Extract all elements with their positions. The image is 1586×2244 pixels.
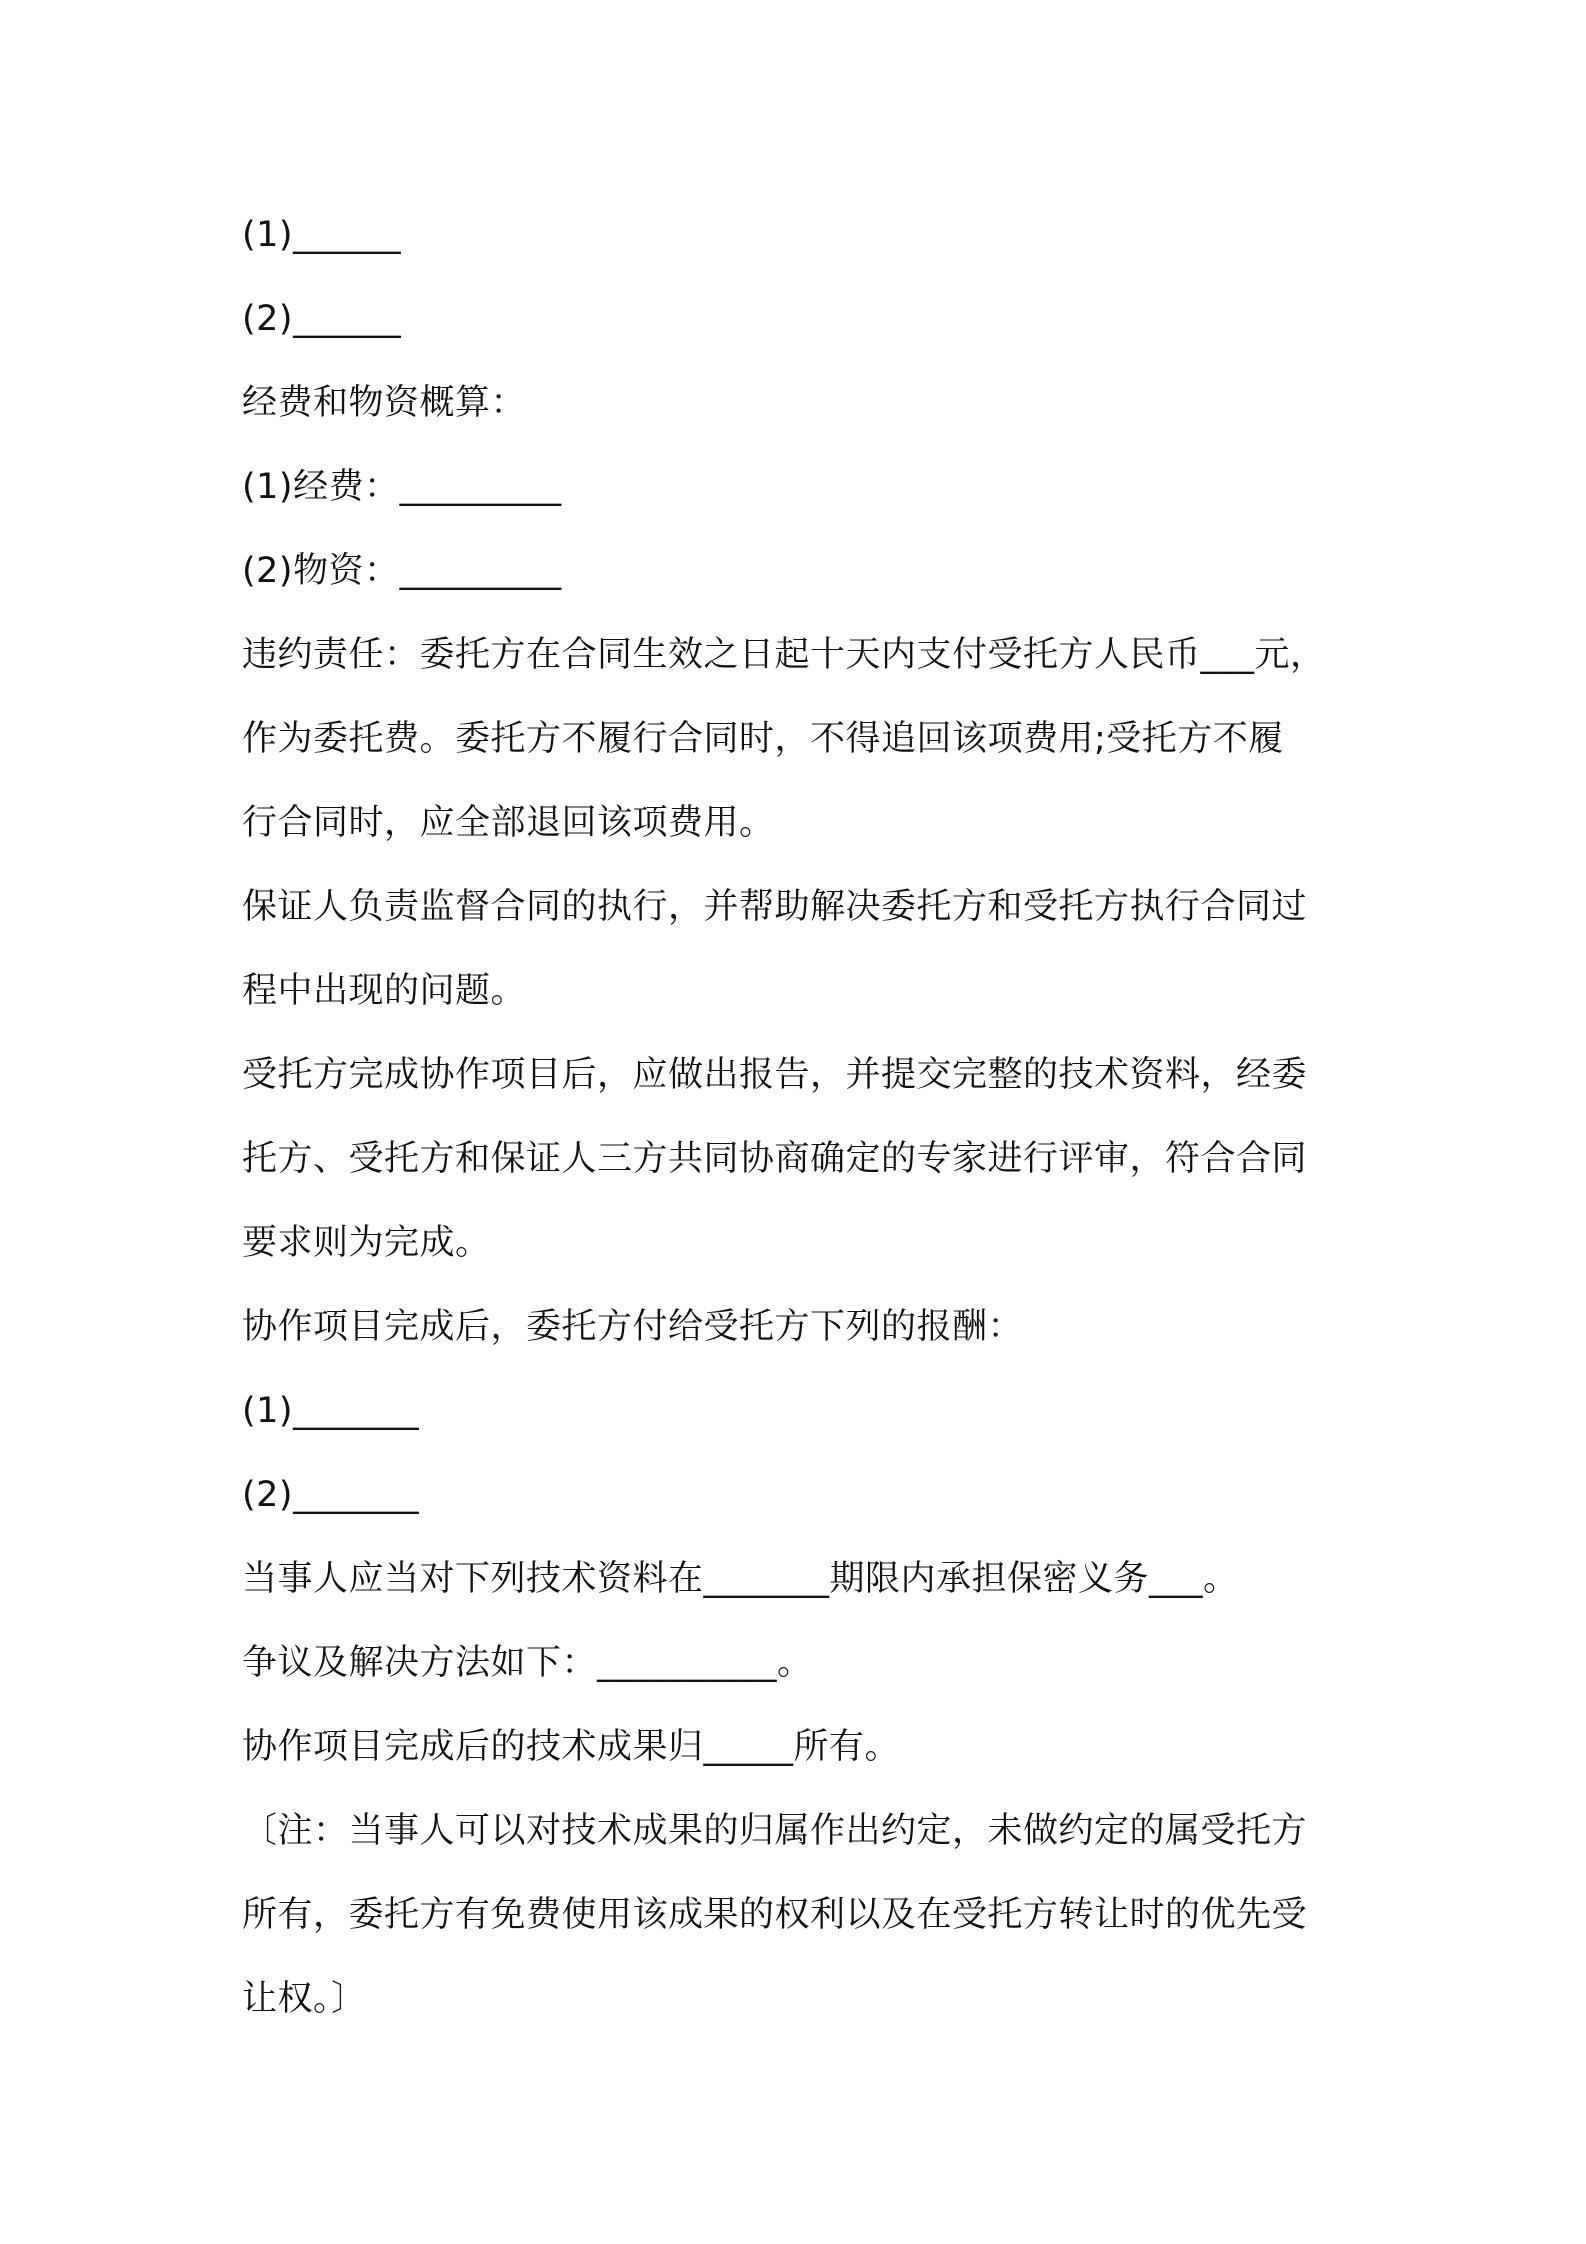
budget-funds: (1)经费：_________	[242, 467, 562, 507]
note-line-3: 让权。〕	[242, 1979, 367, 2019]
ownership-line: 协作项目完成后的技术成果归_____所有。	[242, 1727, 901, 1767]
completion-line-2: 托方、受托方和保证人三方共同协商确定的专家进行评审，符合合同	[242, 1139, 1308, 1179]
liability-line-2: 作为委托费。委托方不履行合同时，不得追回该项费用;受托方不履	[242, 719, 1284, 759]
guarantor-line-2: 程中出现的问题。	[242, 971, 527, 1011]
section-heading-budget: 经费和物资概算：	[242, 383, 527, 423]
document-body	[242, 205, 1362, 2053]
completion-line-3: 要求则为完成。	[242, 1223, 491, 1263]
note-line-2: 所有，委托方有免费使用该成果的权利以及在受托方转让时的优先受	[242, 1895, 1308, 1935]
remuneration-item-2: (2)_______	[242, 1475, 420, 1515]
guarantor-line-1: 保证人负责监督合同的执行，并帮助解决委托方和受托方执行合同过	[242, 887, 1308, 927]
liability-line-1: 违约责任：委托方在合同生效之日起十天内支付受托方人民币___元，	[242, 635, 1326, 675]
note-line-1: 〔注：当事人可以对技术成果的归属作出约定，未做约定的属受托方	[242, 1811, 1308, 1851]
completion-line-1: 受托方完成协作项目后，应做出报告，并提交完整的技术资料，经委	[242, 1055, 1308, 1095]
liability-line-3: 行合同时，应全部退回该项费用。	[242, 803, 775, 843]
budget-materials: (2)物资：_________	[242, 551, 562, 591]
dispute-line: 争议及解决方法如下：__________。	[242, 1643, 813, 1683]
confidentiality-line: 当事人应当对下列技术资料在_______期限内承担保密义务___。	[242, 1559, 1239, 1599]
line-item-1: (1)______	[242, 215, 402, 255]
remuneration-heading: 协作项目完成后，委托方付给受托方下列的报酬：	[242, 1307, 1024, 1347]
line-item-2: (2)______	[242, 299, 402, 339]
remuneration-item-1: (1)_______	[242, 1391, 420, 1431]
